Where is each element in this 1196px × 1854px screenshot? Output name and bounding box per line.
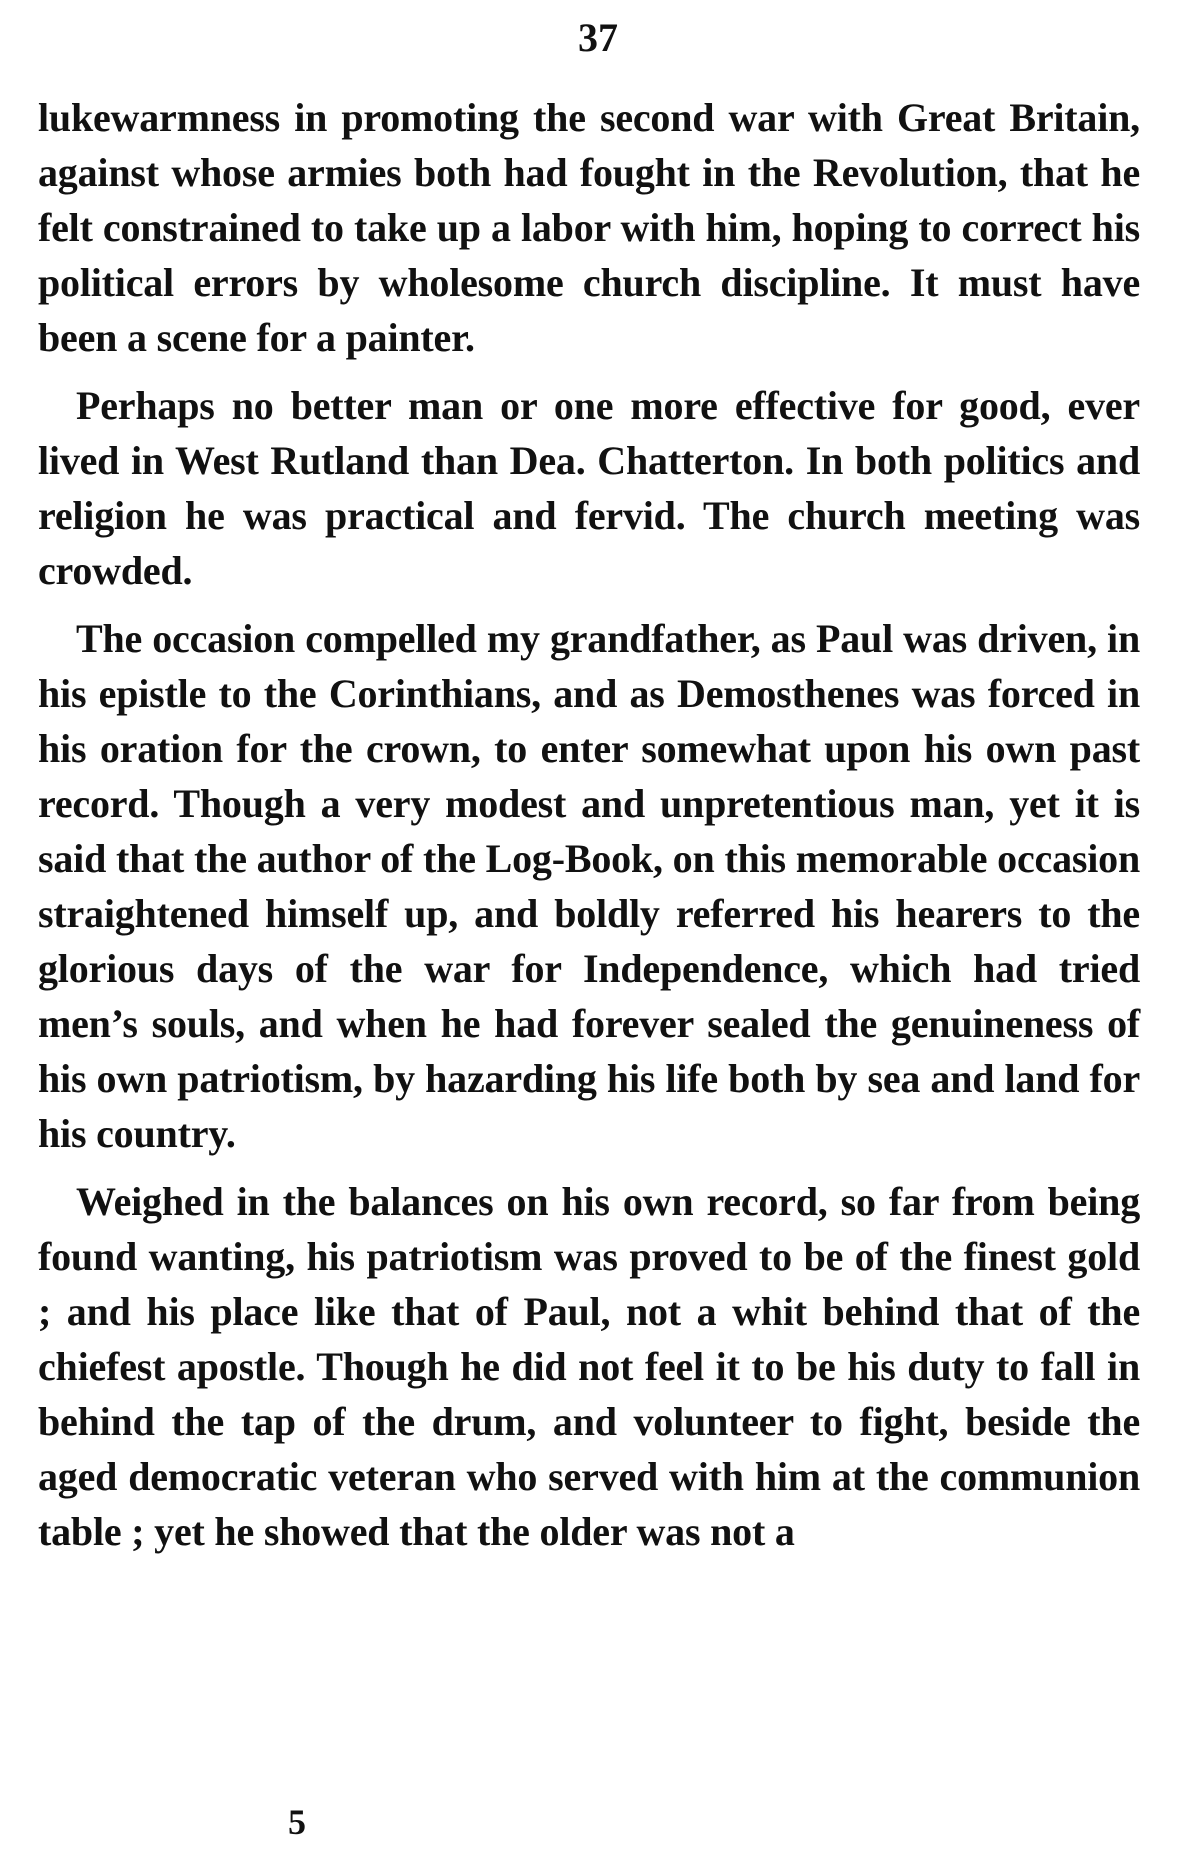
- body-text: [38, 90, 1140, 1559]
- page-number: 37: [578, 15, 618, 60]
- signature-mark: 5: [288, 1802, 306, 1842]
- paragraph-chatterton: Perhaps no better man or one more effective for good, ever lived in West Rutland than Dea. Chatterton. In both politics and religion he was practical and fervid. The church meeting was crowded.: [38, 383, 1140, 593]
- paragraph-continued: lukewarmness in promoting the second war with Great Britain, against whose armies both had fought in the Revolution, that he felt constrained to take up a labor with him, hoping to correct his political errors by wholesome church discipline. It must have been a scene for a painter.: [38, 95, 1140, 360]
- paragraph-weighed: Weighed in the balances on his own record, so far from being found wanting, his patriotism was proved to be of the finest gold ; and his place like that of Paul, not a whit behind that of the chiefest apostle. Though he did not feel it to be his duty to fall in behind the tap of the drum, and volunteer to fight, beside the aged democratic veteran who served with him at the communion table ; yet he showed that the older was not a: [38, 1179, 1140, 1554]
- paragraph-occasion: The occasion compelled my grandfather, as Paul was driven, in his epistle to the Corinthians, and as Demosthenes was forced in his oration for the crown, to enter somewhat upon his own past record. Though a very modest and unpretentious man, yet it is said that the author of the Log-Book, on this memorable occasion straightened himself up, and boldly referred his hearers to the glorious days of the war for Independence, which had tried men’s souls, and when he had forever sealed the genuineness of his own patriotism, by hazarding his life both by sea and land for his country.: [38, 616, 1140, 1156]
